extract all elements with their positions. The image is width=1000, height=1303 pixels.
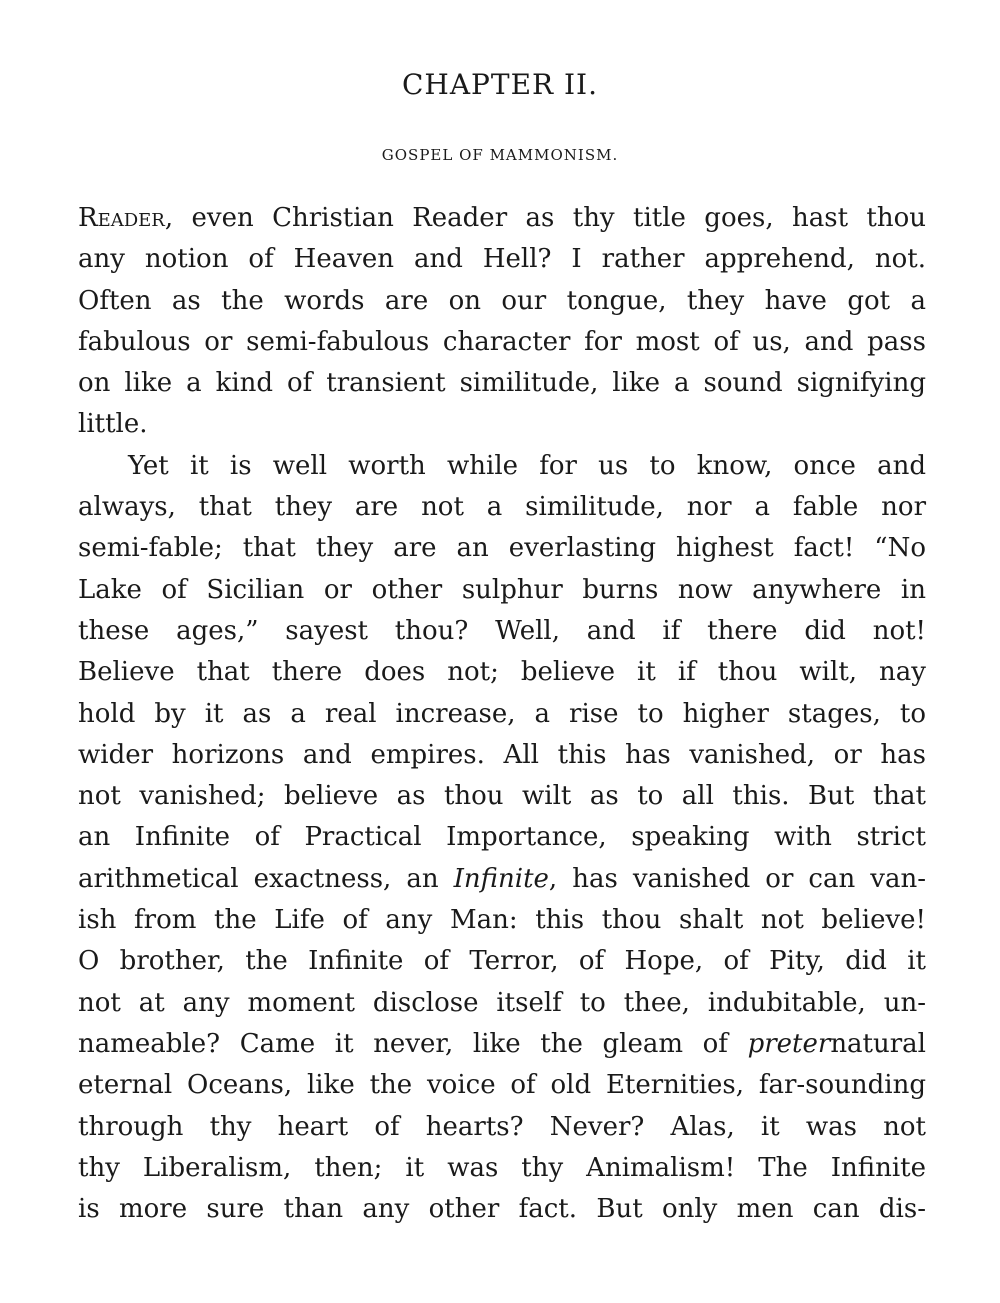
body-text	[78, 198, 926, 1230]
paragraph-2-line: Believe that there does not; believe it if thou wilt, nay	[78, 657, 926, 688]
chapter-subtitle: GOSPEL OF MAMMONISM.	[381, 146, 619, 164]
paragraph-2-line: is more sure than any other fact. But only men can dis-	[78, 1194, 926, 1225]
paragraph-1-line: little.	[78, 409, 148, 440]
paragraph-2-line: these ages,” sayest thou? Well, and if there did not!	[78, 615, 926, 646]
paragraph-1-line: fabulous or semi-fabulous character for most of us, and pass	[78, 326, 926, 357]
paragraph-2-line: ish from the Life of any Man: this thou shalt not believe!	[78, 905, 926, 936]
paragraph-1-line: any notion of Heaven and Hell? I rather apprehend, not.	[78, 244, 926, 275]
paragraph-2-line: an Infinite of Practical Importance, speaking with strict	[78, 822, 926, 853]
paragraph-2-line: semi-fable; that they are an everlasting highest fact! “No	[78, 533, 926, 564]
paragraph-2-line: eternal Oceans, like the voice of old Eternities, far-sounding	[78, 1070, 926, 1101]
paragraph-2-line: Yet it is well worth while for us to know, once and	[128, 450, 926, 481]
lead-word: Reader	[78, 203, 165, 233]
paragraph-1-line: Reader, even Christian Reader as thy title goes, hast thou	[78, 203, 926, 233]
paragraph-2-line: arithmetical exactness, an Infinite, has vanished or can van-	[78, 863, 926, 894]
italic-infinite: Infinite	[453, 863, 549, 894]
chapter-title: CHAPTER II.	[401, 68, 599, 101]
paragraph-2-line: thy Liberalism, then; it was thy Animalism! The Infinite	[78, 1152, 926, 1183]
italic-preter: preter	[747, 1028, 831, 1059]
paragraph-2-line: nameable? Came it never, like the gleam of preternatural	[78, 1028, 926, 1059]
paragraph-2-line: hold by it as a real increase, a rise to higher stages, to	[78, 698, 926, 729]
paragraph-2-line: not vanished; believe as thou wilt as to all this. But that	[78, 781, 926, 812]
paragraph-2-line: not at any moment disclose itself to thee, indubitable, un-	[78, 987, 926, 1018]
paragraph-2-line: wider horizons and empires. All this has vanished, or has	[78, 739, 926, 770]
paragraph-1-line: on like a kind of transient similitude, like a sound signifying	[78, 368, 926, 399]
paragraph-2-line: Lake of Sicilian or other sulphur burns now anywhere in	[78, 574, 926, 605]
paragraph-2-line: always, that they are not a similitude, nor a fable nor	[78, 492, 926, 523]
paragraph-2-line: through thy heart of hearts? Never? Alas, it was not	[78, 1111, 926, 1142]
paragraph-2-line: O brother, the Infinite of Terror, of Hope, of Pity, did it	[78, 946, 926, 977]
paragraph-1-line: Often as the words are on our tongue, they have got a	[78, 285, 926, 316]
